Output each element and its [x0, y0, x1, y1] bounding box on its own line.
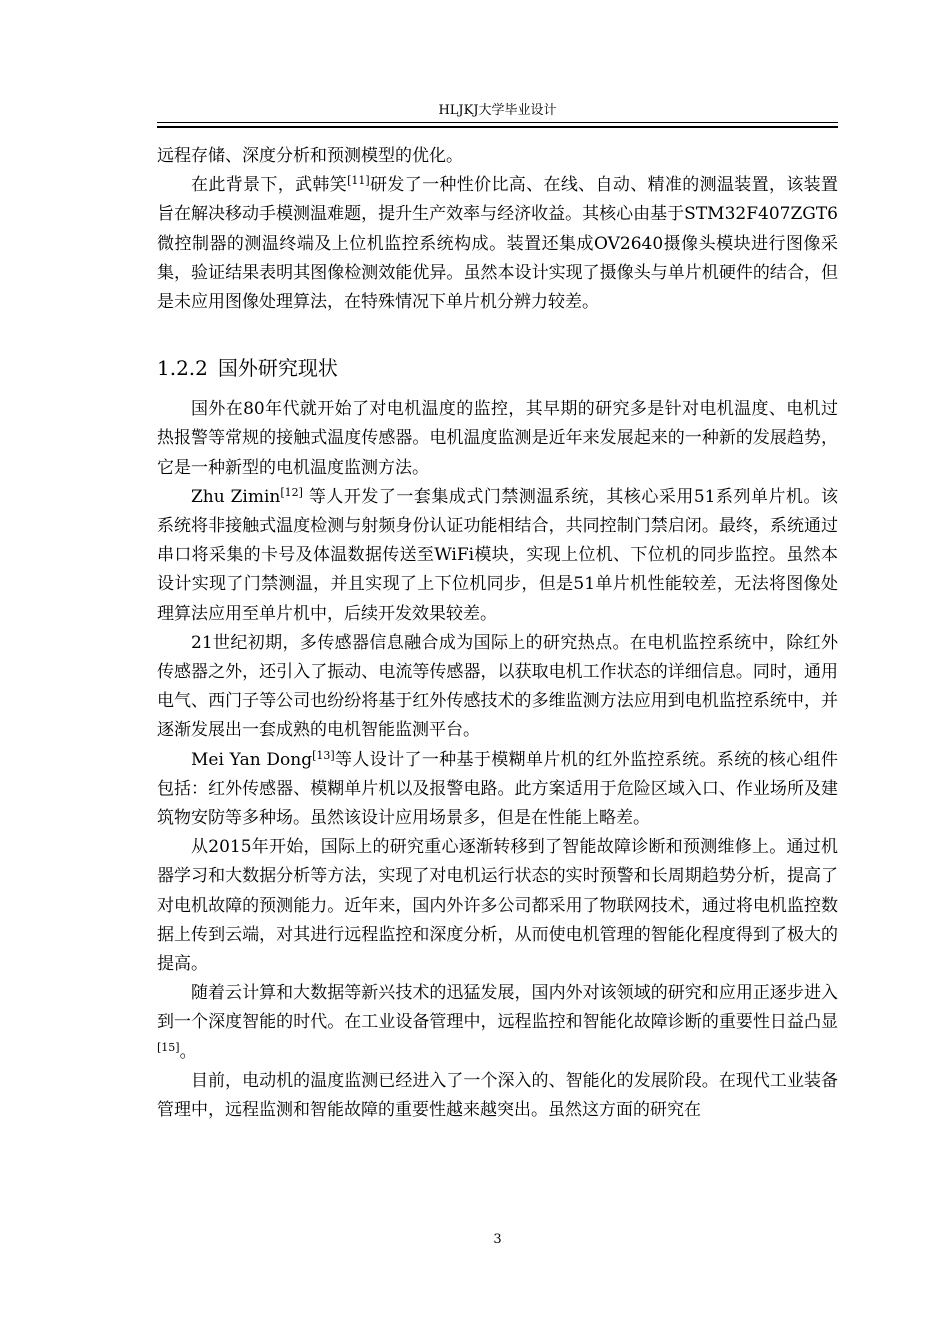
citation-ref: [15]: [157, 1040, 180, 1054]
page-header: HLJKJ大学毕业设计: [438, 103, 557, 118]
paragraph: 21世纪初期，多传感器信息融合成为国际上的研究热点。在电机监控系统中，除红外传感器之外，还引入了振动、电流等传感器，以获取电机工作状态的详细信息。同时，通用电气、西门子等公司也纷纷将基于红外传感技术的多维监测方法应用到电机监控系统中，并逐渐发展出一套成熟的电机智能监测平台。: [157, 632, 838, 741]
paragraph-text: 。: [179, 1041, 197, 1062]
section-heading: [157, 353, 838, 383]
paragraph-text: 等人开发了一套集成式门禁测温系统，其核心采用51系列单片机。该系统将非接触式温度检测与射频身份认证功能相结合，共同控制门禁启闭。最终，系统通过串口将采集的卡号及体温数据传送至WiFi模块，实现上位机、下位机的同步监控。虽然本设计实现了门禁测温，并且实现了上下位机同步，但是51单片机性能较差，无法将图像处理算法应用至单片机中，后续开发效果较差。: [157, 486, 838, 624]
paragraph-text: 随着云计算和大数据等新兴技术的迅猛发展，国内外对该领域的研究和应用正逐步进入到一个深度智能的时代。在工业设备管理中，远程监控和智能化故障诊断的重要性日益凸显: [157, 983, 838, 1033]
citation-ref: [11]: [347, 174, 370, 188]
page-number: 3: [493, 1232, 502, 1247]
section-number: 1.2.2: [157, 356, 208, 381]
paragraph-text: 在此背景下，武韩笑: [191, 175, 348, 196]
paragraph: [157, 979, 838, 1067]
section-title: 国外研究现状: [217, 356, 338, 381]
paragraph-continued: 远程存储、深度分析和预测模型的优化。: [157, 146, 463, 166]
page-body: [157, 142, 838, 1125]
paragraph: 从2015年开始，国际上的研究重心逐渐转移到了智能故障诊断和预测维修上。通过机器学习和大数据分析等方法，实现了对电机运行状态的实时预警和长周期趋势分析，提高了对电机故障的预测能力。近年来，国内外许多公司都采用了物联网技术，通过将电机监控数据上传到云端，对其进行远程监控和深度分析，从而使电机管理的智能化程度得到了极大的提高。: [157, 837, 838, 975]
header-rule-thin: [157, 122, 838, 123]
paragraph: [157, 171, 838, 317]
paragraph-text: 研发了一种性价比高、在线、自动、精准的测温装置，该装置旨在解决移动手模测温难题，提升生产效率与经济收益。其核心由基于STM32F407ZGT6 微控制器的测温终端及上位机监控系统构成。装置还集成OV2640摄像头模块进行图像采集，验证结果表明其图像检测效能优异。虽然本设计实现了摄像头与单片机硬件的结合，但是未应用图像处理算法，在特殊情况下单片机分辨力较差。: [157, 175, 839, 313]
paragraph-text: 等人设计了一种基于模糊单片机的红外监控系统。系统的核心组件包括：红外传感器、模糊单片机以及报警电路。此方案适用于危险区域入口、作业场所及建筑物安防等多种场。虽然该设计应用场景多，但是在性能上略差。: [157, 749, 838, 829]
paragraph: 目前，电动机的温度监测已经进入了一个深入的、智能化的发展阶段。在现代工业装备管理中，远程监测和智能故障的重要性越来越突出。虽然这方面的研究在: [157, 1070, 838, 1121]
citation-ref: [13]: [312, 748, 335, 762]
paragraph: 国外在80年代就开始了对电机温度的监控，其早期的研究多是针对电机温度、电机过热报警等常规的接触式温度传感器。电机温度监测是近年来发展起来的一种新的发展趋势，它是一种新型的电机温度监测方法。: [157, 399, 838, 478]
paragraph-text: Zhu Zimin: [191, 486, 281, 507]
citation-ref: [12]: [280, 485, 303, 499]
paragraph: [157, 746, 838, 834]
paragraph-text: Mei Yan Dong: [191, 749, 313, 770]
header-rule-thick: [157, 126, 838, 128]
paragraph: [157, 483, 838, 629]
